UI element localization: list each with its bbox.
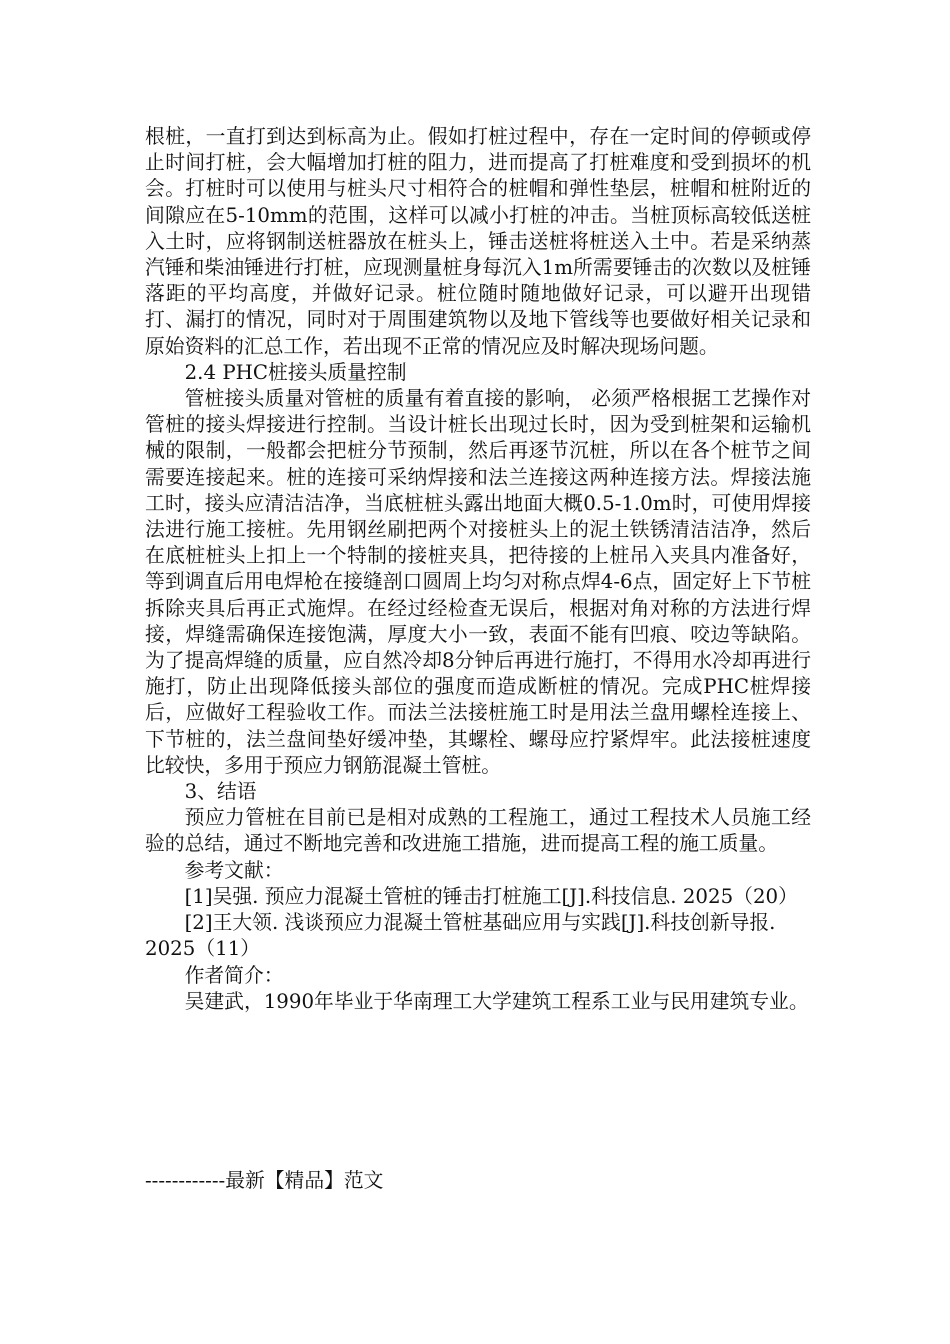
paragraph-conclusion: 预应力管桩在目前已是相对成熟的工程施工，通过工程技术人员施工经验的总结，通过不断地完善和改进施工措施，进而提高工程的施工质量。 xyxy=(145,806,811,856)
paragraph-pile-driving-continuation: 根桩，一直打到达到标高为止。假如打桩过程中，存在一定时间的停顿或停止时间打桩，会大幅增加打桩的阻力，进而提高了打桩难度和受到损坏的机会。打桩时可以使用与桩头尺寸相符合的桩帽和弹性垫层，桩帽和桩附近的间隙应在5-10mm的范围，这样可以减小打桩的冲击。当桩顶标高较低送桩入土时，应将钢制送桩器放在桩头上，锤击送桩将桩送入土中。若是采纳蒸汽锤和柴油锤进行打桩，应现测量桩身每沉入1m所需要锤击的次数以及桩锤落距的平均高度，并做好记录。桩位随时随地做好记录，可以避开出现错打、漏打的情况，同时对于周围建筑物以及地下管线等也要做好相关记录和原始资料的汇总工作，若出现不正常的情况应及时解决现场问题。 xyxy=(145,125,811,358)
author-bio: 吴建武，1990年毕业于华南理工大学建筑工程系工业与民用建筑专业。 xyxy=(184,989,809,1013)
author-label: 作者简介： xyxy=(184,963,284,987)
paragraph-phc-joint-quality: 管桩接头质量对管桩的质量有着直接的影响， 必须严格根据工艺操作对管桩的接头焊接进行控制。当设计桩长出现过长时，因为受到桩架和运输机械的限制，一般都会把桩分节预制，然后再逐节沉桩，所以在各个桩节之间需要连接起来。桩的连接可采纳焊接和法兰连接这两种连接方法。焊接法施工时，接头应清洁洁净，当底桩桩头露出地面大概0.5-1.0m时，可使用焊接法进行施工接桩。先用钢丝刷把两个对接桩头上的泥土铁锈清洁洁净，然后在底桩桩头上扣上一个特制的接桩夹具，把待接的上桩吊入夹具内准备好，等到调直后用电焊枪在接缝剖口圆周上均匀对称点焊4-6点，固定好上下节桩拆除夹具后再正式施焊。在经过经检查无误后，根据对角对称的方法进行焊接，焊缝需确保连接饱满，厚度大小一致，表面不能有凹痕、咬边等缺陷。为了提高焊缝的质量，应自然冷却8分钟后再进行施打，不得用水冷却再进行施打，防止出现降低接头部位的强度而造成断桩的情况。完成PHC桩焊接后，应做好工程验收工作。而法兰法接桩施工时是用法兰盘用螺栓连接上、下节桩的，法兰盘间垫好缓冲垫，其螺栓、螺母应拧紧焊牢。此法接桩速度比较快，多用于预应力钢筋混凝土管桩。 xyxy=(145,387,811,777)
document-body xyxy=(145,124,811,1015)
references-label: 参考文献： xyxy=(184,858,284,882)
reference-item-1: [1]吴强. 预应力混凝土管桩的锤击打桩施工[J].科技信息. 2025（20） xyxy=(184,884,798,908)
section-heading-2-4: 2.4 PHC桩接头质量控制 xyxy=(184,360,407,384)
reference-item-2: [2]王大领. 浅谈预应力混凝土管桩基础应用与实践[J].科技创新导报. 2025（11） xyxy=(145,911,776,961)
section-heading-3: 3、结语 xyxy=(184,780,257,804)
footer-banner: ------------最新【精品】范文 xyxy=(145,1169,384,1192)
